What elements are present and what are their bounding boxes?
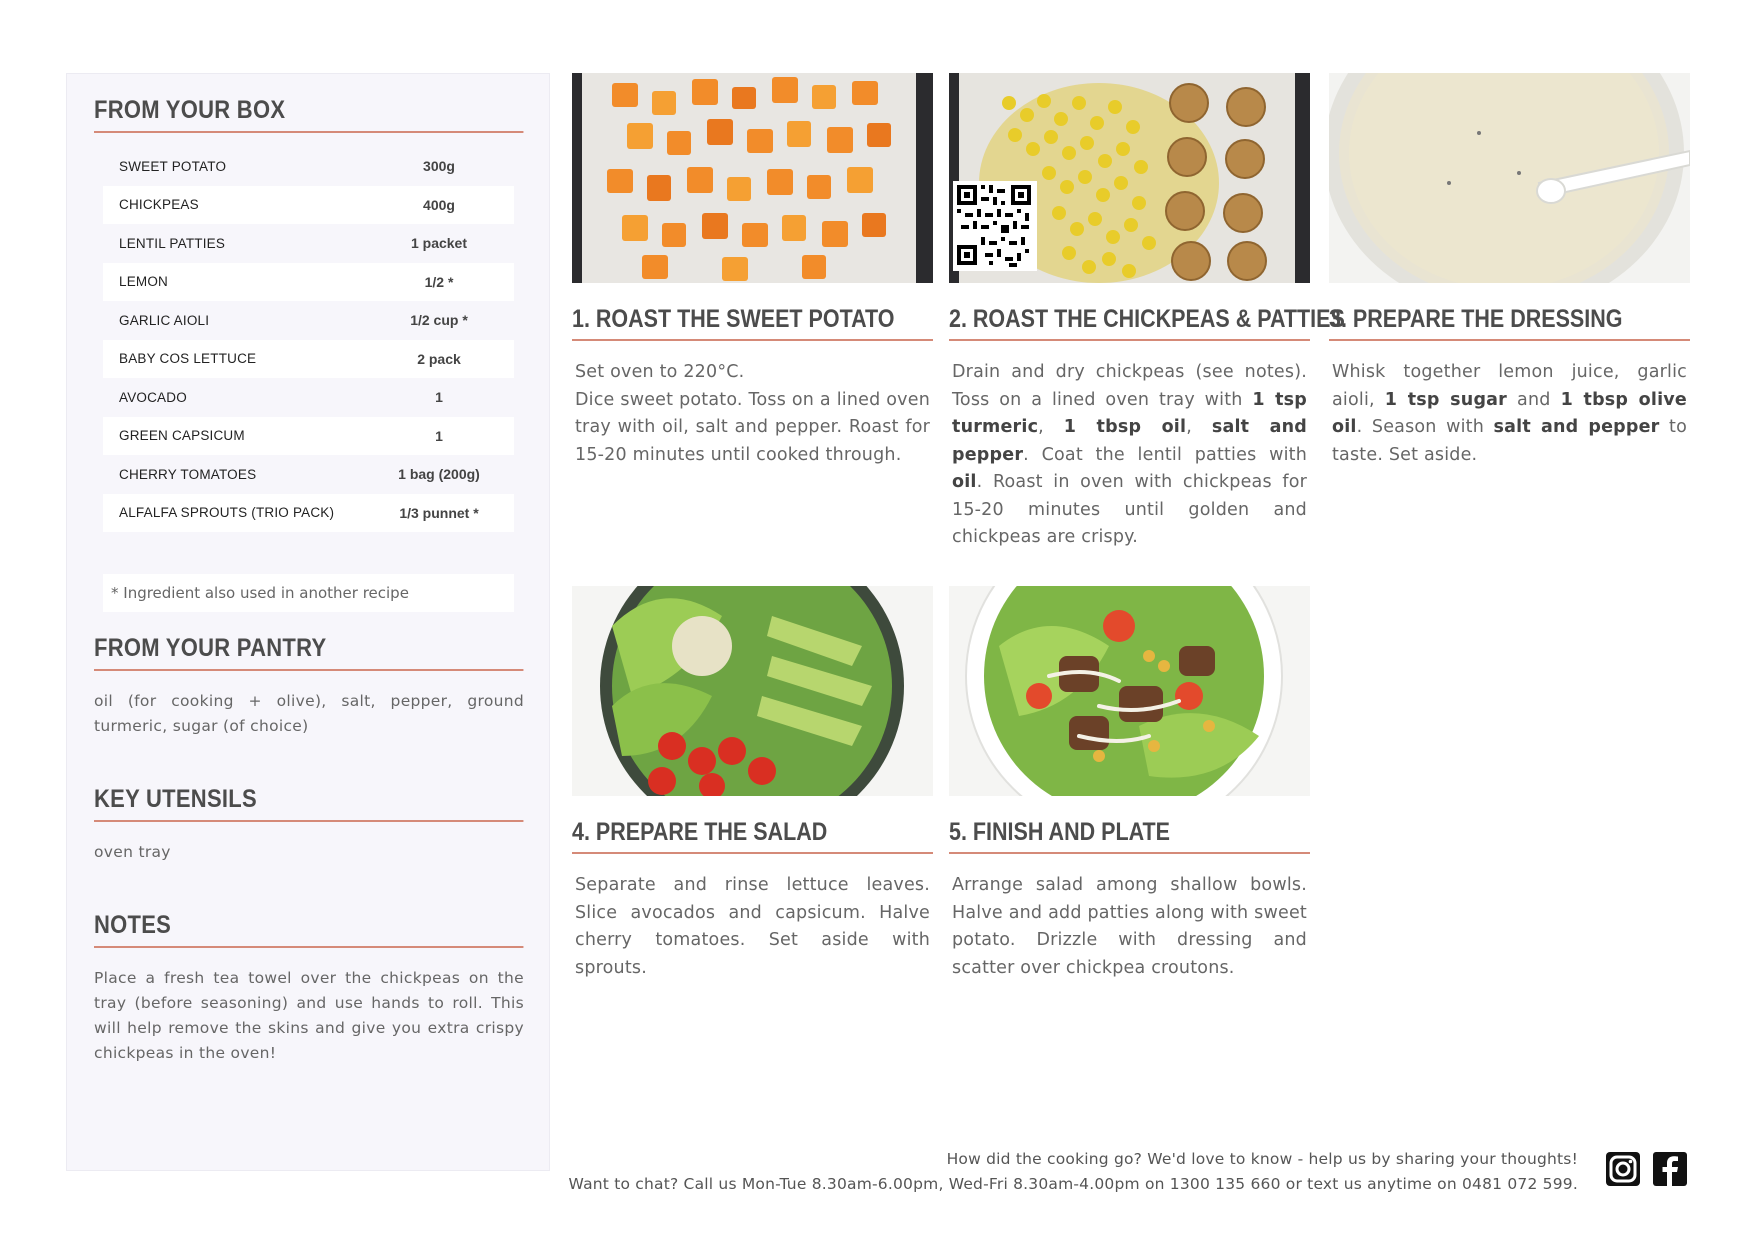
ingredient-qty: 1/2 cup *	[410, 312, 468, 329]
ingredients-panel	[66, 73, 550, 1171]
pantry-text: oil (for cooking + olive), salt, pepper, ground turmeric, sugar (of choice)	[94, 692, 524, 735]
step-3-text	[1329, 359, 1690, 469]
notes-text: Place a fresh tea towel over the chickpeas on the tray (before seasoning) and use hands to roll. This will help remove the skins and give you extra crispy chickpeas in the oven!	[94, 969, 524, 1062]
step-2-text-bold: 1 tsp turmeric	[952, 389, 1307, 437]
ingredient-qty: 300g	[423, 158, 455, 175]
facebook-icon[interactable]	[1652, 1151, 1688, 1187]
from-your-box-title: FROM YOUR BOX	[94, 96, 523, 133]
ingredient-qty: 400g	[364, 186, 514, 225]
step-5-title: 5. FINISH AND PLATE	[949, 818, 1310, 854]
table-row	[103, 263, 514, 302]
table-row	[103, 455, 514, 494]
sweet-potato-photo	[572, 73, 933, 283]
utensils-text: oven tray	[94, 843, 171, 861]
step-5-text: Arrange salad among shallow bowls. Halve and add patties along with sweet potato. Drizzle with dressing and scatter over chickpea croutons.	[952, 875, 1307, 978]
table-row	[103, 147, 514, 186]
ingredient-name: CHICKPEAS	[103, 186, 364, 225]
ingredient-name: LEMON	[103, 263, 364, 302]
step-4-text: Separate and rinse lettuce leaves. Slice avocados and capsicum. Halve cherry tomatoes. Set aside with sprouts.	[575, 875, 930, 978]
plated-salad-photo	[949, 586, 1310, 796]
step-1	[572, 73, 933, 469]
ingredient-footnote: * Ingredient also used in another recipe	[103, 574, 514, 612]
footer-contact-line: Want to chat? Call us Mon-Tue 8.30am-6.00pm, Wed-Fri 8.30am-4.00pm on 1300 135 660 or text us anytime on 0481 072 599.	[568, 1175, 1578, 1193]
qr-code-icon	[953, 181, 1037, 271]
ingredient-name: LENTIL PATTIES	[119, 235, 226, 251]
step-2-text-bold: salt and pepper	[952, 417, 1307, 465]
instagram-icon[interactable]	[1605, 1151, 1641, 1187]
step-2	[949, 73, 1345, 552]
step-4-title: 4. PREPARE THE SALAD	[572, 818, 933, 854]
step-2-text	[949, 359, 1310, 552]
table-row	[103, 340, 514, 379]
step-2-text-part: . Coat the lentil patties with	[1023, 444, 1307, 465]
table-row	[103, 186, 514, 225]
table-row	[103, 417, 514, 456]
ingredient-name: SWEET POTATO	[119, 158, 227, 174]
ingredient-name: AVOCADO	[119, 389, 187, 405]
step-2-text-part: . Roast in oven with chickpeas for 15-20 minutes until golden and chickpeas are crispy.	[952, 472, 1307, 547]
step-1-text	[572, 359, 933, 469]
step-3-text-bold: 1 tsp sugar	[1384, 389, 1508, 410]
ingredient-qty: 1/2 *	[364, 263, 514, 302]
ingredient-qty: 1 bag (200g)	[398, 466, 480, 483]
step-1-text-line: Set oven to 220°C.	[575, 362, 745, 382]
step-4	[572, 586, 933, 982]
utensils-title: KEY UTENSILS	[94, 785, 523, 822]
ingredient-name: ALFALFA SPROUTS (TRIO PACK)	[103, 494, 364, 533]
notes-section	[94, 911, 524, 1066]
ingredient-qty: 2 pack	[364, 340, 514, 379]
step-1-text-line: Dice sweet potato. Toss on a lined oven tray with oil, salt and pepper. Roast for 15-20 minutes until cooked through.	[575, 389, 930, 465]
step-2-text-part: Drain and dry chickpeas (see notes). Toss on a lined oven tray with	[952, 362, 1307, 410]
ingredient-name: GREEN CAPSICUM	[103, 417, 364, 456]
step-2-text-part: ,	[1038, 417, 1064, 437]
step-2-text-bold: oil	[952, 472, 977, 492]
step-3-text-part: Whisk together lemon juice, garlic aioli,	[1332, 362, 1687, 410]
step-3-text-bold: 1 tbsp olive oil	[1332, 389, 1687, 437]
step-3-text-part: and	[1507, 389, 1561, 410]
table-row	[103, 224, 514, 263]
ingredients-table	[103, 147, 514, 532]
step-3	[1329, 73, 1690, 469]
ingredient-qty: 1	[364, 417, 514, 456]
table-row	[103, 301, 514, 340]
salad-prep-photo	[572, 586, 933, 796]
step-2-text-bold: 1 tbsp oil	[1063, 417, 1187, 437]
table-row	[103, 378, 514, 417]
step-3-title: 3. PREPARE THE DRESSING	[1329, 305, 1690, 341]
from-your-box-section	[94, 96, 524, 133]
pantry-title: FROM YOUR PANTRY	[94, 634, 523, 671]
step-3-text-bold: salt and pepper	[1493, 417, 1660, 437]
ingredient-qty: 1	[435, 389, 443, 406]
step-2-title: 2. ROAST THE CHICKPEAS & PATTIES	[949, 305, 1310, 341]
footer-contact	[569, 1147, 1578, 1197]
ingredient-name: BABY COS LETTUCE	[103, 340, 364, 379]
dressing-photo	[1329, 73, 1690, 283]
step-3-text-part: . Season with	[1356, 417, 1494, 437]
footer-feedback-line: How did the cooking go? We'd love to know - help us by sharing your thoughts!	[946, 1150, 1578, 1168]
ingredient-name: GARLIC AIOLI	[119, 312, 210, 328]
ingredient-qty: 1 packet	[410, 235, 468, 252]
step-3-text-part: to taste. Set aside.	[1332, 417, 1687, 465]
notes-title: NOTES	[94, 911, 523, 948]
chickpeas-patties-photo	[949, 73, 1310, 283]
table-row	[103, 494, 514, 533]
step-1-title: 1. ROAST THE SWEET POTATO	[572, 305, 933, 341]
step-5	[949, 586, 1310, 982]
pantry-section	[94, 634, 524, 739]
utensils-section	[94, 785, 524, 865]
ingredient-name: CHERRY TOMATOES	[119, 466, 257, 482]
ingredient-qty: 1/3 punnet *	[364, 494, 514, 533]
step-2-text-part: ,	[1186, 417, 1212, 437]
